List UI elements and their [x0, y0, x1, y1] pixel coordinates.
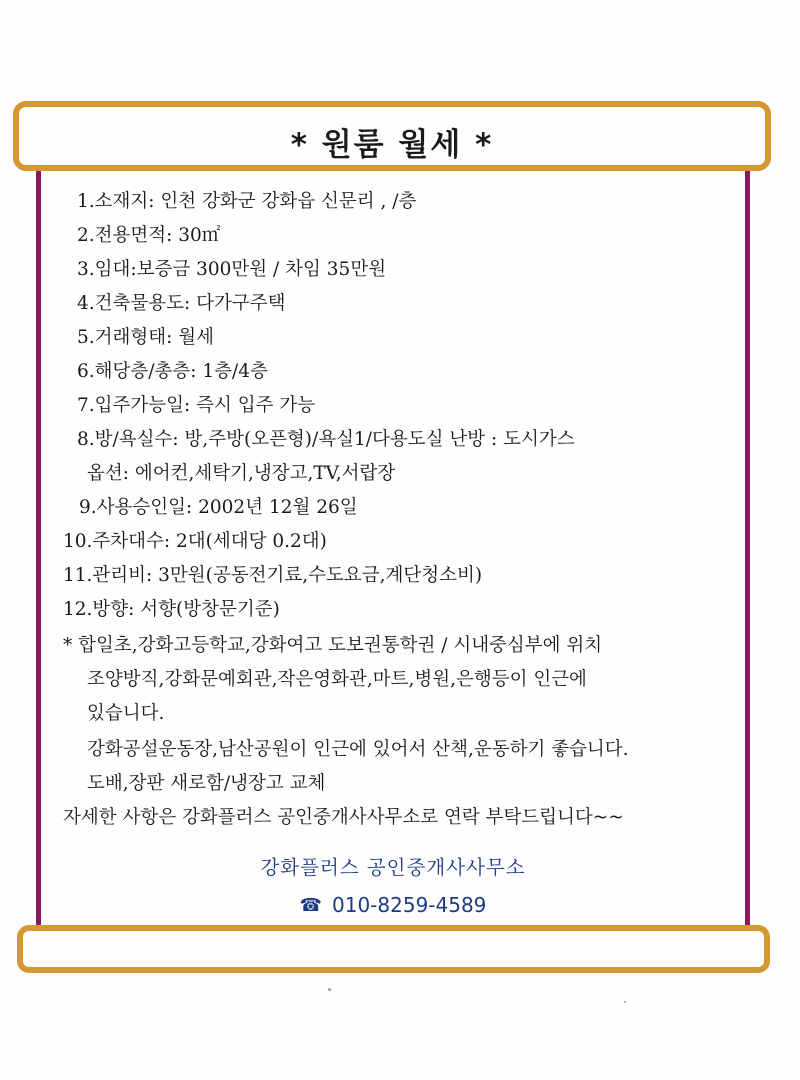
page-title: * 원룸 월세 * — [290, 127, 494, 163]
listing-line-location: 1.소재지: 인천 강화군 강화읍 신문리 , /층 — [77, 191, 417, 212]
phone-row[interactable] — [41, 893, 745, 917]
listing-line-rent: 3.임대:보증금 300만원 / 차임 35만원 — [77, 259, 387, 280]
listing-panel — [36, 165, 750, 933]
listing-line-options: 옵션: 에어컨,세탁기,냉장고,TV,서랍장 — [87, 463, 396, 484]
listing-line-usage: 4.건축물용도: 다가구주택 — [77, 293, 286, 314]
scroll-bottom-banner — [17, 925, 770, 973]
listing-line-rooms: 8.방/욕실수: 방,주방(오픈형)/욕실1/다용도실 난방 : 도시가스 — [77, 429, 575, 450]
office-name: 강화플러스 공인중개사사무소 — [260, 856, 526, 879]
listing-line-parks: 강화공설운동장,남산공원이 인근에 있어서 산책,운동하기 좋습니다. — [87, 739, 629, 760]
listing-line-schools: * 합일초,강화고등학교,강화여고 도보권통학권 / 시내중심부에 위치 — [63, 635, 603, 656]
listing-line-nearby: 있습니다. — [87, 703, 165, 724]
listing-line-facilities: 조양방직,강화문예회관,작은영화관,마트,병원,은행등이 인근에 — [87, 669, 587, 690]
scan-speck — [328, 988, 331, 991]
listing-line-area: 2.전용면적: 30㎡ — [77, 225, 221, 246]
phone-icon: ☎ — [299, 895, 322, 916]
scroll-top-banner — [13, 101, 771, 171]
listing-line-deal-type: 5.거래형태: 월세 — [77, 327, 214, 348]
listing-line-inquiry: 자세한 사항은 강화플러스 공인중개사사무소로 연락 부탁드립니다~~ — [63, 807, 624, 828]
listing-line-fee: 11.관리비: 3만원(공동전기료,수도요금,계단청소비) — [63, 565, 483, 586]
listing-line-approval: 9.사용승인일: 2002년 12월 26일 — [79, 497, 358, 518]
listing-line-renovation: 도배,장판 새로함/냉장고 교체 — [87, 773, 326, 794]
listing-line-parking: 10.주차대수: 2대(세대당 0.2대) — [63, 531, 327, 552]
phone-number[interactable]: 010-8259-4589 — [332, 893, 487, 917]
listing-line-floor: 6.해당층/총층: 1층/4층 — [77, 361, 268, 382]
listing-line-direction: 12.방향: 서향(방창문기준) — [63, 599, 280, 620]
scan-speck — [624, 1001, 626, 1003]
listing-line-move-in: 7.입주가능일: 즉시 입주 가능 — [77, 395, 316, 416]
